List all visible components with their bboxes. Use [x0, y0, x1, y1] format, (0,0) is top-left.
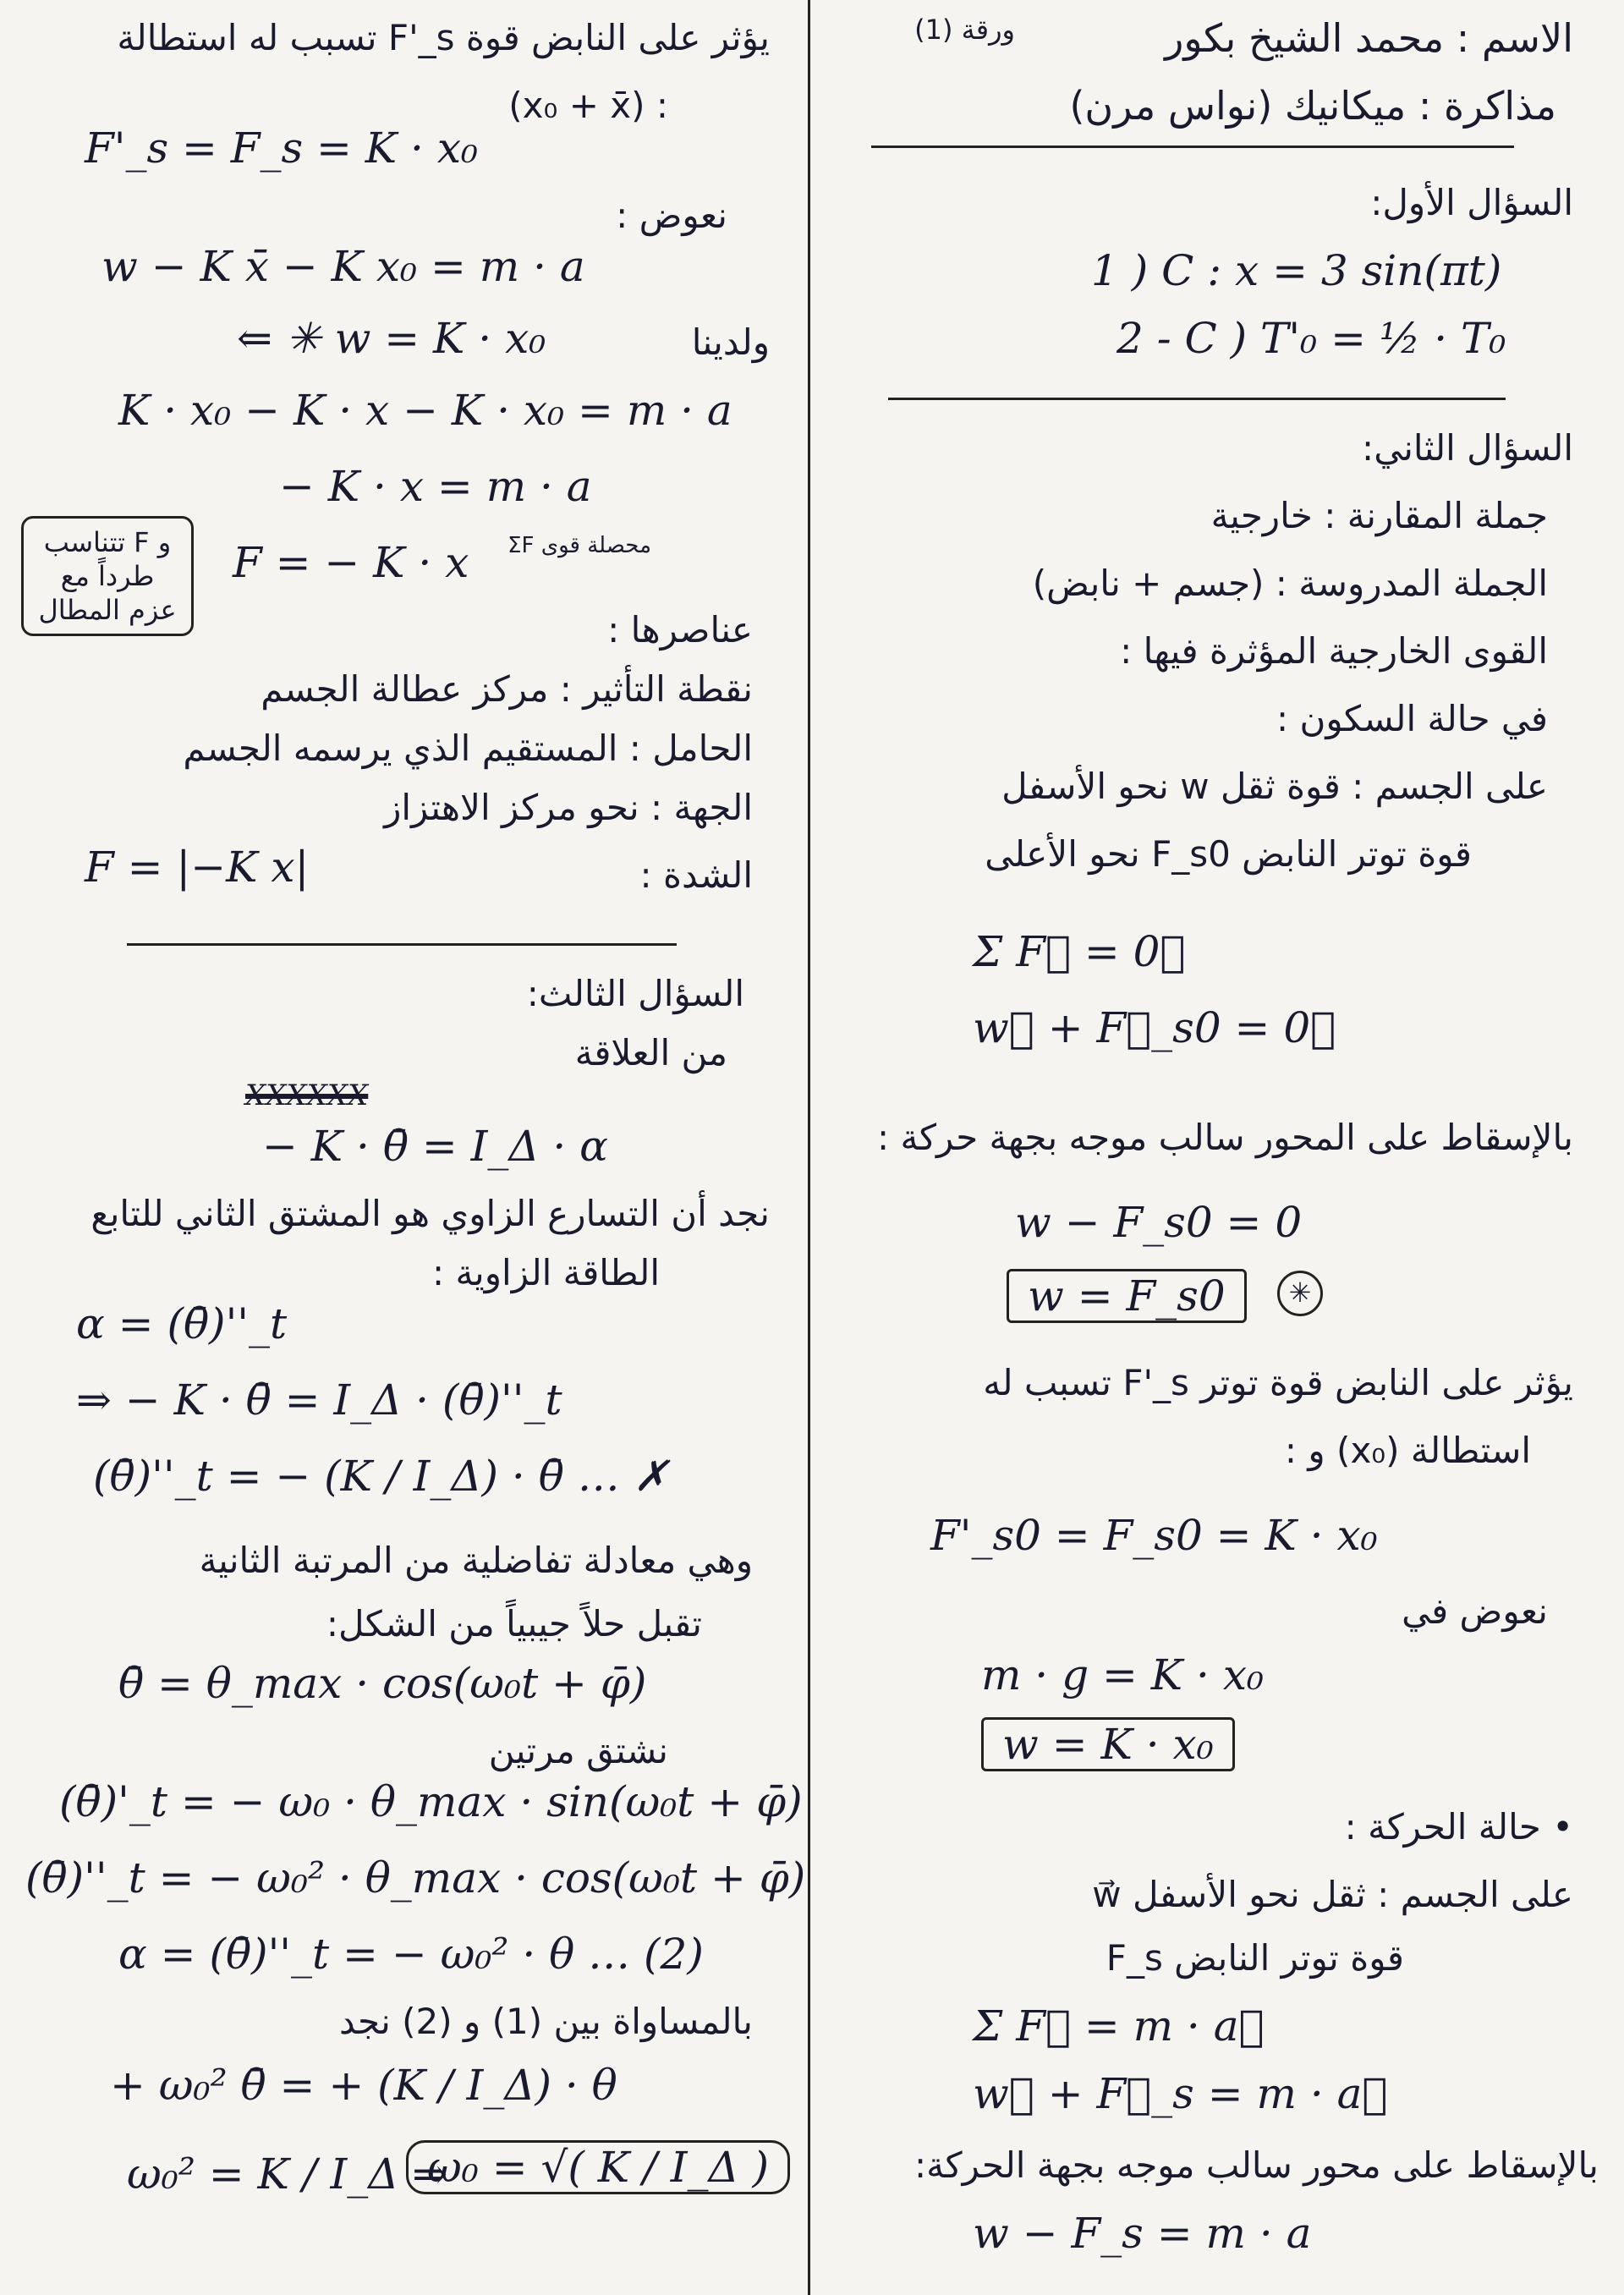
q3-eq-2: α = (θ̄)''_t [76, 1299, 288, 1348]
q2-eq-3: w − F_s0 = 0 [1015, 1198, 1303, 1247]
q2c-line-1: يؤثر على النابض قوة F'_s تسبب له استطالة [117, 17, 770, 58]
q2-line-11: • حالة الحركة : [1344, 1806, 1573, 1848]
q2c-eq-3: ⇐ ✳ w = K · x₀ [237, 314, 546, 363]
q3-eq-4: (θ̄)''_t = − (K / I_Δ) · θ̄ … ✗ [93, 1452, 669, 1501]
q2-eq-6: m · g = K · x₀ [981, 1650, 1265, 1699]
q2c-line-4: ولدينا [691, 321, 770, 363]
q2c-eq-6: F = − K · x [233, 538, 469, 587]
q2-eq-10: w − F_s = m · a [973, 2209, 1312, 2258]
q3-final-result: ω₀ = √( K / I_Δ ) [406, 2140, 790, 2194]
q2c-line-9: الشدة : [639, 854, 753, 896]
q2-line-2: الجملة المدروسة : (جسم + نابض) [1032, 563, 1548, 604]
q2c-eq-2: w − K x̄ − K x₀ = m · a [102, 242, 585, 291]
q3-eq-8: α = (θ̄)''_t = − ω₀² · θ … (2) [118, 1930, 704, 1979]
q2-line-6: قوة توتر النابض F_s0 نحو الأعلى [985, 833, 1472, 875]
q3-line-1: من العلاقة [574, 1032, 727, 1073]
q3-line-5: تقبل حلاً جيبياً من الشكل: [326, 1603, 702, 1644]
q3-eq-10: ω₀² = K / I_Δ ⇒ [127, 2150, 448, 2199]
q1-answer-1: 1 ) C : x = 3 sin(πt) [1091, 246, 1502, 295]
proportionality-note: و F تتناسب طرداً مع عزم المطال [21, 516, 194, 636]
q3-eq-1: − K · θ̄ = I_Δ · α [262, 1122, 608, 1171]
q3-eq-7: (θ̄)''_t = − ω₀² · θ_max · cos(ω₀t + φ̄) [25, 1853, 806, 1902]
student-name: الاسم : محمد الشيخ بكور [1165, 15, 1573, 61]
q2-eq-4: w = F_s0 [1007, 1269, 1247, 1323]
q2c-eq-5: − K · x = m · a [279, 462, 592, 511]
q2-eq-8: Σ F⃗ = m · a⃗ [973, 2001, 1265, 2051]
q2-line-3: القوى الخارجية المؤثرة فيها : [1120, 630, 1548, 672]
q3-eq-6: (θ̄)'_t = − ω₀ · θ_max · sin(ω₀t + φ̄) [59, 1777, 803, 1826]
q2c-eq-6-note: محصلة قوى ΣF [508, 533, 651, 558]
q2c-eq-1: F'_s = F_s = K · x₀ [85, 124, 479, 173]
q2-line-5: على الجسم : قوة ثقل w نحو الأسفل [1001, 766, 1548, 807]
q2c-line-7: الحامل : المستقيم الذي يرسمه الجسم [183, 727, 753, 769]
left-column [25, 0, 806, 2295]
q3-line-2: نجد أن التسارع الزاوي هو المشتق الثاني للتابع [91, 1193, 770, 1234]
q3-line-7: بالمساواة بين (1) و (2) نجد [338, 2001, 753, 2042]
q2c-line-8: الجهة : نحو مركز الاهتزاز [384, 787, 753, 828]
q2c-line-6: نقطة التأثير : مركز عطالة الجسم [261, 668, 753, 710]
struck-out-text: XXXXXX [245, 1079, 369, 1112]
q2-title: السؤال الثاني: [1362, 427, 1573, 469]
q2-end-rule [127, 943, 677, 946]
q2c-line-2: : (x₀ + x̄) [508, 85, 668, 126]
q2-line-14: بالإسقاط على محور سالب موجه بجهة الحركة: [914, 2144, 1599, 2186]
q1-answer-2: 2 - C ) T'₀ = ½ · T₀ [1116, 314, 1506, 363]
q2-line-9: استطالة (x₀) و : [1284, 1430, 1531, 1471]
q3-eq-3: ⇒ − K · θ̄ = I_Δ · (θ̄)''_t [76, 1375, 562, 1425]
q3-eq-5: θ̄ = θ_max · cos(ω₀t + φ̄) [118, 1659, 647, 1708]
q2c-eq-4: K · x₀ − K · x − K · x₀ = m · a [118, 386, 732, 435]
q3-line-4: وهي معادلة تفاضلية من المرتبة الثانية [199, 1540, 753, 1581]
sheet-label: ورقة (1) [914, 14, 1015, 46]
q2-eq-9: w⃗ + F⃗_s = m · a⃗ [973, 2069, 1388, 2118]
right-column [846, 0, 1607, 2295]
q3-eq-9: + ω₀² θ̄ = + (K / I_Δ) · θ [110, 2061, 617, 2110]
q2c-line-5: عناصرها : [607, 609, 753, 651]
q2c-line-3: نعوض : [616, 195, 727, 236]
q3-line-6: نشتق مرتين [488, 1730, 668, 1771]
q2c-eq-7: F = |−K x| [85, 843, 310, 892]
q1-title: السؤال الأول: [1370, 182, 1573, 223]
q1-rule [888, 398, 1506, 400]
memo-title: مذاكرة : ميكانيك (نواس مرن) [1069, 83, 1556, 129]
q3-title: السؤال الثالث: [526, 973, 744, 1014]
column-divider [808, 0, 810, 2295]
q2-line-1: جملة المقارنة : خارجية [1210, 495, 1548, 536]
q2-eq-1: Σ F⃗ = 0⃗ [973, 927, 1186, 976]
q2-line-4: في حالة السكون : [1276, 698, 1548, 739]
q2-line-8: يؤثر على النابض قوة توتر F'_s تسبب له [983, 1362, 1573, 1403]
star-circle: ✳ [1277, 1271, 1323, 1316]
q2-line-12: على الجسم : ثقل نحو الأسفل w⃗ [1092, 1874, 1573, 1915]
q2-eq-5: F'_s0 = F_s0 = K · x₀ [930, 1511, 1378, 1560]
q2-eq-2: w⃗ + F⃗_s0 = 0⃗ [973, 1003, 1336, 1052]
q2-star-marker [1277, 1269, 1323, 1316]
q2-line-13: قوة توتر النابض F_s [1106, 1937, 1404, 1979]
q2-eq-7: w = K · x₀ [981, 1717, 1235, 1771]
q2-line-10: نعوض في [1402, 1590, 1548, 1632]
header-rule [871, 145, 1514, 148]
q2-line-7: بالإسقاط على المحور سالب موجه بجهة حركة : [877, 1117, 1573, 1158]
q3-line-3: الطاقة الزاوية : [432, 1252, 660, 1293]
